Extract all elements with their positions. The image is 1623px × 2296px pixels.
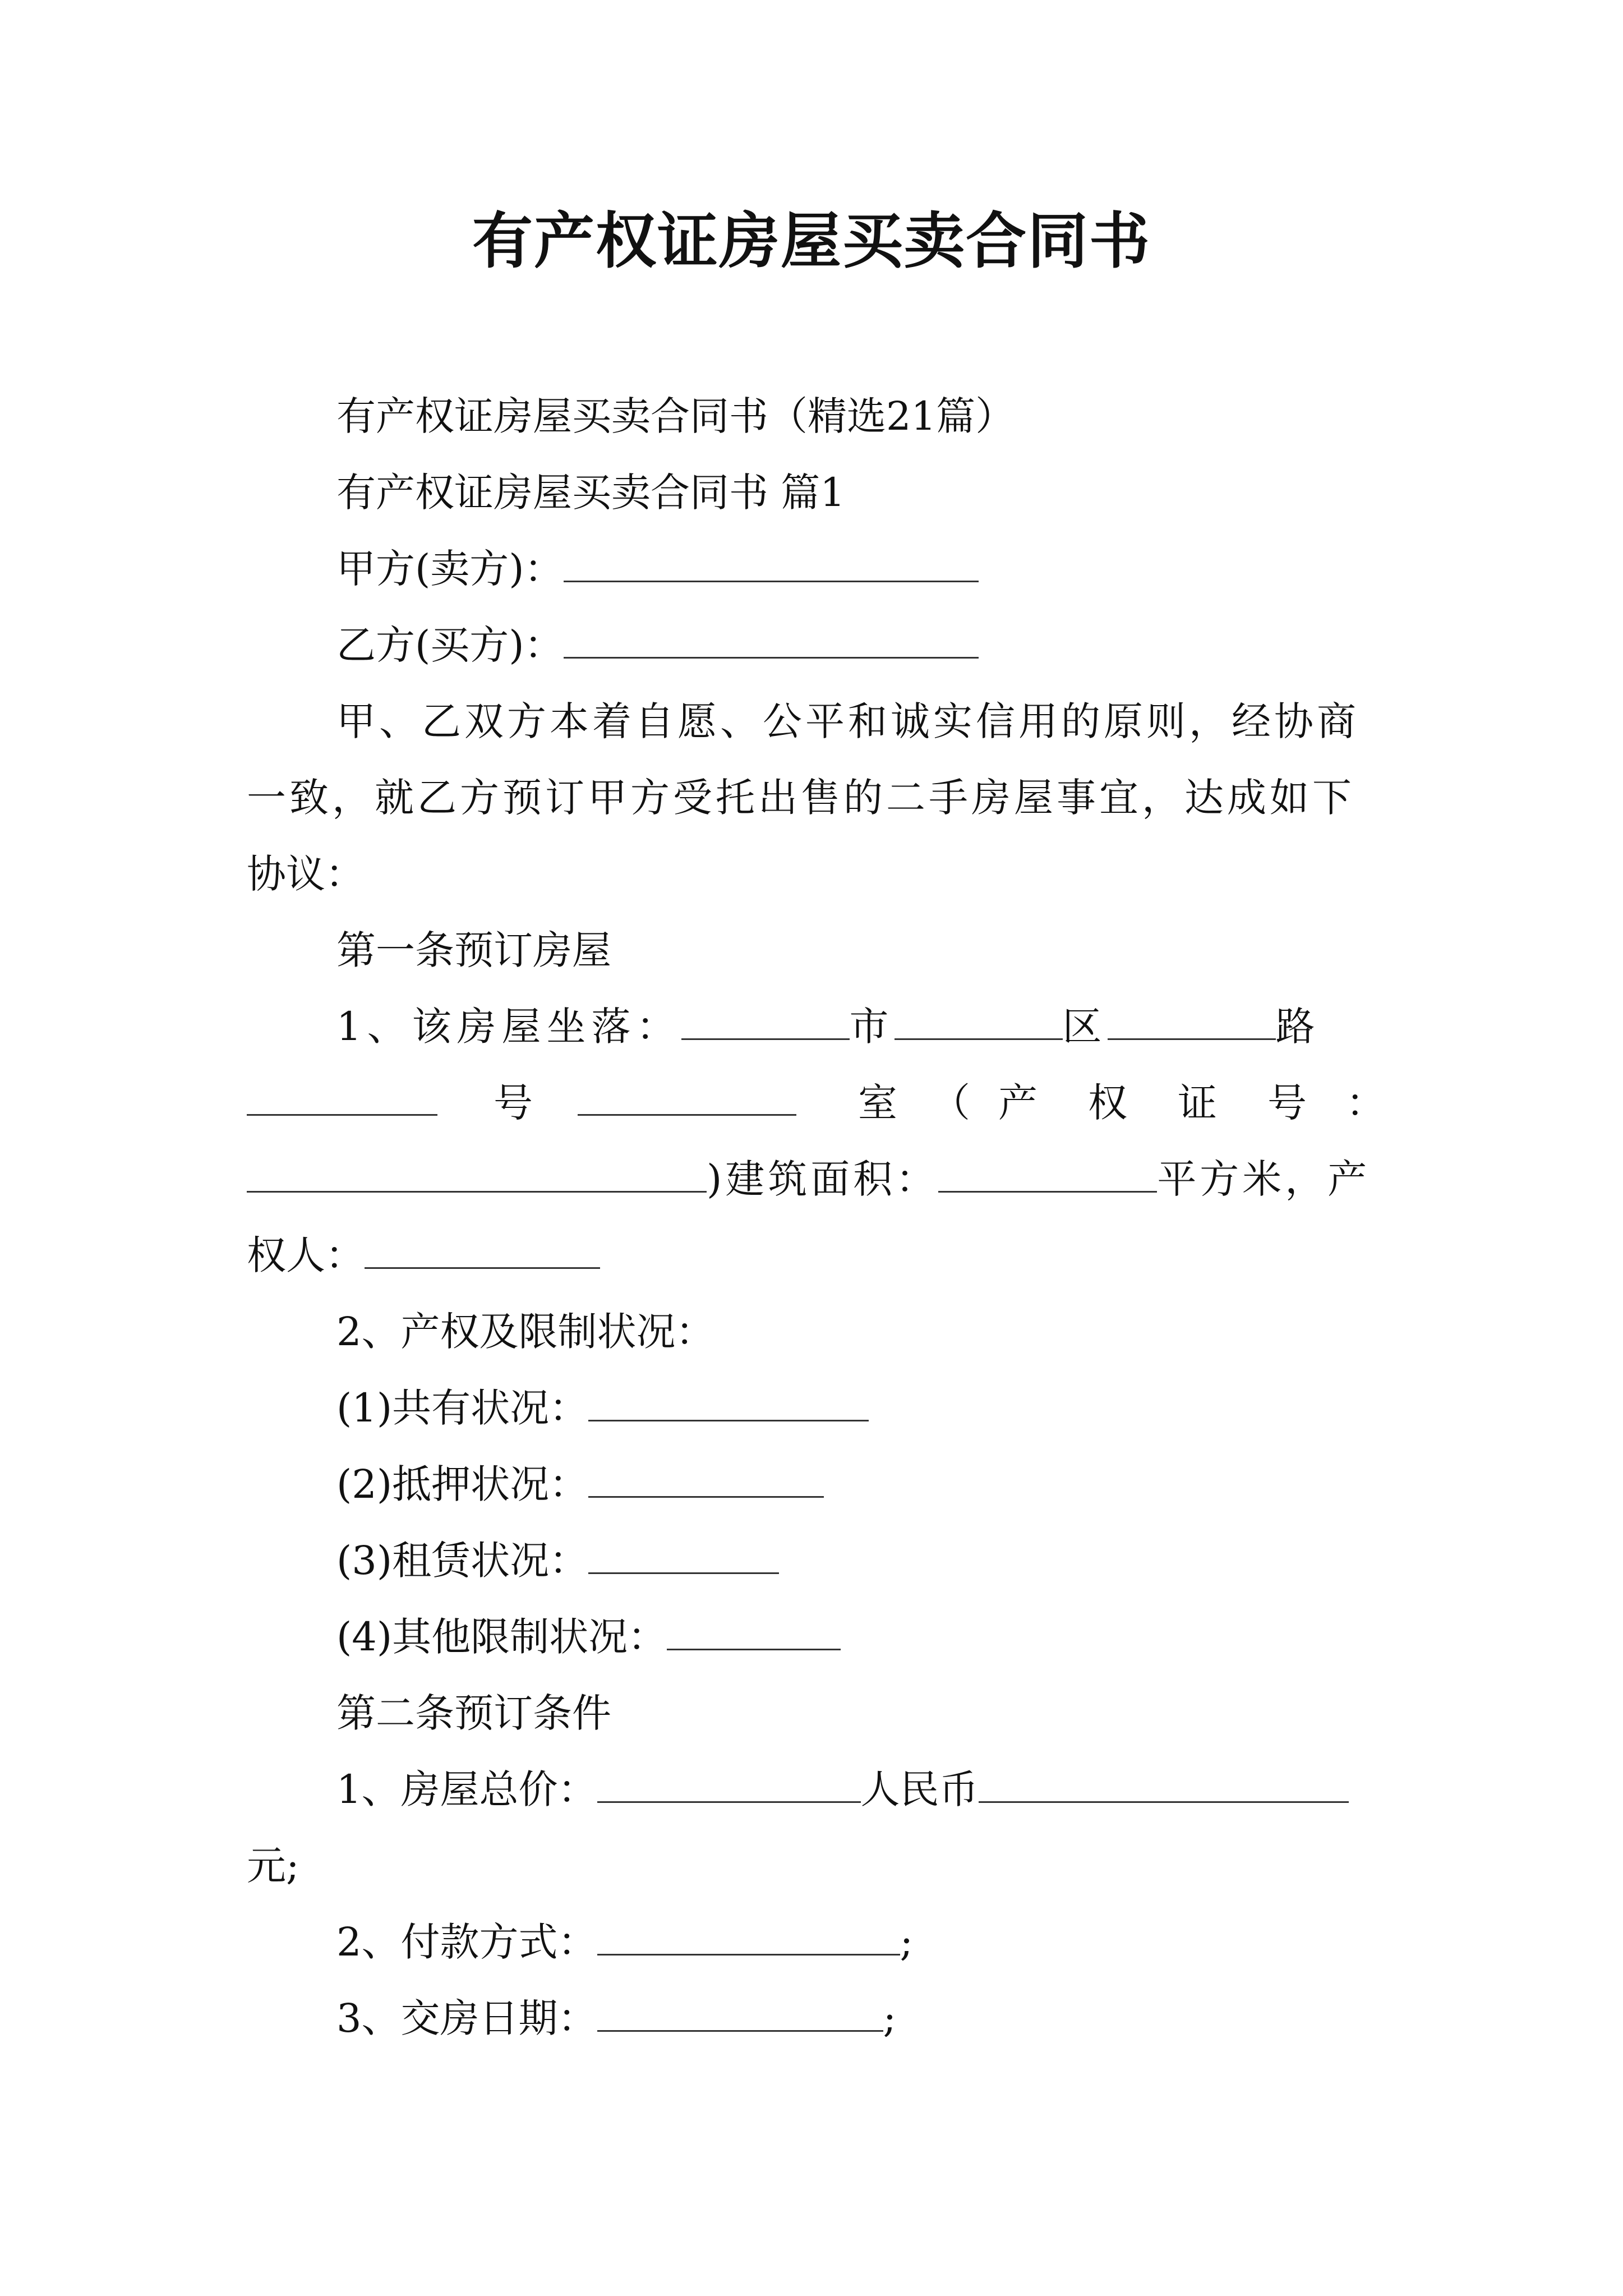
co-ownership-blank[interactable]: [588, 1381, 869, 1421]
lease-line: [336, 1533, 779, 1589]
mortgage-blank[interactable]: [588, 1457, 824, 1498]
room-blank[interactable]: [578, 1075, 796, 1116]
handover-blank[interactable]: [597, 1991, 883, 2032]
handover-semicolon: ;: [883, 1995, 897, 2041]
area-label: )建筑面积：: [707, 1156, 939, 1202]
article-2-heading: 第二条预订条件: [336, 1690, 611, 1736]
yuan-line: 元;: [247, 1843, 299, 1889]
owner-line: [247, 1227, 600, 1283]
preamble-line-1: 甲、乙双方本着自愿、公平和诚实信用的原则，经协商: [336, 698, 1359, 744]
road-blank[interactable]: [1108, 999, 1276, 1040]
party-a-label: 甲方(卖方)：: [336, 546, 564, 592]
other-limits-blank[interactable]: [667, 1609, 841, 1650]
cert-char-4: 号: [1267, 1080, 1307, 1126]
payment-semicolon: ;: [900, 1919, 914, 1965]
city-blank[interactable]: [681, 999, 850, 1040]
cert-char-2: 权: [1088, 1080, 1127, 1126]
lease-label: (3)租赁状况：: [336, 1538, 589, 1584]
room-label: 室: [858, 1080, 897, 1126]
number-label: 号: [494, 1080, 533, 1126]
area-blank[interactable]: [938, 1152, 1157, 1193]
area-line: [247, 1151, 1370, 1207]
preamble-line-3: 协议：: [247, 851, 365, 897]
district-label: 区: [1062, 1004, 1108, 1050]
lease-blank[interactable]: [588, 1533, 779, 1574]
payment-label: 2、付款方式：: [336, 1919, 597, 1965]
location-line: [336, 999, 1321, 1055]
payment-blank[interactable]: [597, 1915, 900, 1955]
document-title: 有产权证房屋买卖合同书: [472, 206, 1151, 277]
total-price-label: 1、房屋总价：: [336, 1766, 597, 1812]
party-b-line: [336, 617, 979, 673]
total-price-blank[interactable]: [597, 1762, 861, 1803]
number-blank[interactable]: [247, 1075, 437, 1116]
mortgage-line: [336, 1456, 824, 1512]
road-label: 路: [1275, 1004, 1321, 1050]
party-b-blank[interactable]: [564, 618, 979, 659]
co-ownership-label: (1)共有状况：: [336, 1385, 589, 1431]
intro-line: 有产权证房屋买卖合同书（精选21篇）: [336, 393, 1015, 439]
cert-char-3: 证: [1178, 1080, 1217, 1126]
district-blank[interactable]: [895, 999, 1063, 1040]
cert-colon: ：: [1346, 1080, 1385, 1126]
item-1-2-heading: 2、产权及限制状况：: [336, 1309, 715, 1355]
location-label: 1、该房屋坐落：: [336, 1004, 681, 1050]
handover-line: [336, 1990, 896, 2046]
cert-open-paren: （: [931, 1080, 970, 1126]
payment-line: [336, 1914, 913, 1970]
rmb-blank[interactable]: [979, 1762, 1349, 1803]
party-b-label: 乙方(买方)：: [336, 622, 564, 668]
party-a-blank[interactable]: [564, 541, 979, 582]
other-limits-line: [336, 1609, 841, 1665]
part-title: 有产权证房屋买卖合同书 篇1: [336, 470, 845, 516]
co-ownership-line: [336, 1380, 869, 1436]
handover-label: 3、交房日期：: [336, 1995, 597, 2041]
mortgage-label: (2)抵押状况：: [336, 1461, 589, 1507]
owner-blank[interactable]: [365, 1228, 600, 1269]
article-1-heading: 第一条预订房屋: [336, 927, 611, 973]
rmb-label: 人民币: [860, 1766, 979, 1812]
total-price-line: [336, 1761, 1349, 1818]
other-limits-label: (4)其他限制状况：: [336, 1614, 667, 1660]
owner-label: 权人：: [247, 1232, 365, 1278]
cert-char-1: 产: [998, 1080, 1038, 1126]
party-a-line: [336, 541, 979, 597]
number-room-line: [247, 1075, 1385, 1131]
area-unit: 平方米，产: [1157, 1156, 1371, 1202]
city-label: 市: [849, 1004, 895, 1050]
cert-number-blank[interactable]: [247, 1152, 707, 1193]
preamble-line-2: 一致，就乙方预订甲方受托出售的二手房屋事宜，达成如下: [247, 775, 1355, 821]
